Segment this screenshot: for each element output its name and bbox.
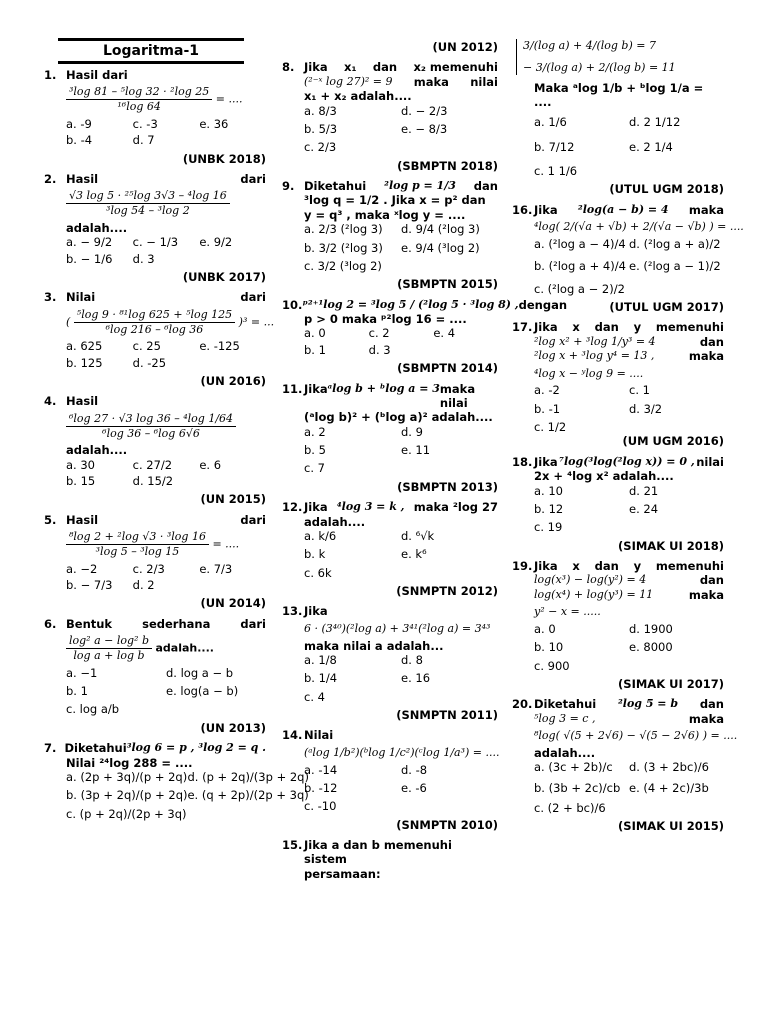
- question-label-right: dari: [240, 290, 266, 305]
- question-word: memenuhi: [655, 559, 724, 573]
- option: b. 15: [66, 474, 96, 488]
- option: e. 6: [199, 457, 222, 472]
- expression: ²log x² + ³log 1/y³ = 4: [534, 334, 656, 348]
- question-line: (ᵃlog b)² + (ᵇlog a)² adalah....: [304, 410, 493, 425]
- option: e. 16: [401, 671, 431, 686]
- option: d. 9: [401, 424, 423, 439]
- option: d. (²log a + a)/2: [629, 236, 721, 251]
- variable-label: x: [572, 320, 580, 335]
- expression: ⁴log 3 = k ,: [336, 500, 405, 514]
- option: e. (q + 2p)/(2p + 3q): [187, 788, 309, 803]
- options: [66, 562, 266, 593]
- option: c. 1: [629, 383, 650, 398]
- options: [534, 115, 724, 178]
- option: d. 9/4 (²log 3): [401, 222, 480, 237]
- fraction-numerator: ³log 81 – ⁵log 32 · ²log 25: [66, 85, 212, 100]
- option: d. 15/2: [132, 474, 174, 488]
- fraction-denominator: ¹⁶log 64: [117, 100, 161, 114]
- variable-label: x: [572, 559, 580, 573]
- question-8: [282, 60, 498, 154]
- question-word: dan: [594, 559, 619, 573]
- option: b. k: [304, 547, 326, 562]
- expression: ᵖ²⁺¹log 2 = ³log 5 / (²log 5 · ³log 8) ,: [302, 297, 519, 311]
- question-15: [282, 838, 498, 881]
- expression-tail: = ....: [215, 92, 243, 106]
- question-word: dan: [594, 320, 619, 335]
- question-line: ³log q = 1/2 . Jika x = p² dan: [304, 193, 486, 208]
- option: c. 25: [132, 339, 161, 354]
- option: c. 6k: [304, 565, 332, 580]
- question-label: Diketahui: [64, 741, 127, 756]
- option: e. 24: [629, 501, 659, 516]
- options: [534, 484, 724, 535]
- options: [534, 760, 724, 815]
- options: [304, 653, 498, 704]
- options: [66, 458, 266, 489]
- option: a. k/6: [304, 528, 337, 543]
- question-6: [44, 617, 266, 717]
- option: d. 3: [368, 342, 391, 357]
- question-label-mid: sederhana: [142, 616, 211, 631]
- option: a. (3c + 2b)/c: [534, 760, 613, 775]
- question-2: [44, 172, 266, 266]
- fraction-denominator: ³log 54 – ³log 2: [106, 204, 190, 218]
- fraction-numerator: √3 log 5 · ²⁵log 3√3 – ⁴log 16: [66, 189, 230, 204]
- option: a. 2/3 (²log 3): [304, 222, 383, 237]
- option: e. 11: [401, 443, 431, 457]
- expression: [66, 634, 266, 663]
- option: c. -10: [304, 799, 337, 814]
- option: e. 7/3: [199, 561, 233, 576]
- options: [66, 235, 266, 266]
- options: [66, 339, 266, 370]
- option: a. 1/6: [534, 115, 567, 130]
- question-line: persamaan:: [304, 866, 381, 881]
- option: d. (p + 2q)/(3p + 2q): [187, 769, 309, 784]
- question-line: 2x + ⁴log x² adalah....: [534, 469, 674, 484]
- equation-line: 3/(log a) + 4/(log b) = 7: [523, 39, 656, 52]
- option: b. − 1/6: [66, 251, 113, 266]
- option: c. (2 + bc)/6: [534, 801, 606, 815]
- source-label: (UNBK 2018): [182, 151, 266, 166]
- option: b. 125: [66, 355, 103, 370]
- option: b. (3p + 2q)/(p + 2q): [66, 788, 188, 803]
- option: c. (p + 2q)/(2p + 3q): [66, 806, 187, 821]
- expression-tail: adalah....: [155, 641, 214, 655]
- question-20: [512, 697, 738, 815]
- expression: [66, 189, 266, 218]
- expression: ⁵log 3 = c ,: [534, 711, 596, 725]
- option: e. 4: [433, 326, 456, 341]
- option: d. 1900: [629, 621, 673, 636]
- question-word: dan: [699, 334, 724, 349]
- question-label-right: dari: [240, 172, 266, 186]
- option: c. (²log a − 2)/2: [534, 281, 625, 296]
- source-label: (SNMPTN 2010): [396, 817, 498, 832]
- option: e. 9/4 (³log 2): [401, 240, 480, 255]
- question-number: 7.: [44, 741, 57, 756]
- question-number: 6.: [44, 616, 57, 631]
- question-label: Jika a dan b memenuhi sistem: [304, 838, 452, 867]
- option: d. 3: [132, 251, 155, 266]
- option: d. 2 1/12: [629, 115, 681, 130]
- option: a. (2p + 3q)/(p + 2q): [66, 769, 188, 784]
- option: c. 4: [304, 689, 325, 704]
- question-label: Diketahui: [534, 697, 597, 712]
- options: [304, 222, 498, 273]
- question-word: maka: [688, 587, 724, 602]
- option: b. -4: [66, 133, 93, 148]
- option: d. -8: [401, 762, 428, 777]
- expression: ᵃlog b + ᵇlog a = 3: [327, 381, 440, 395]
- question-label: Jika: [534, 454, 558, 469]
- question-word: maka nilai: [439, 381, 476, 410]
- question-number: 15.: [282, 838, 303, 852]
- fraction-numerator: ⁵log 9 · ⁸¹log 625 + ⁵log 125: [74, 308, 235, 323]
- question-label-right: dari: [240, 616, 266, 631]
- variable-label: y: [633, 320, 642, 335]
- page-title: Logaritma-1: [58, 38, 244, 64]
- question-label: Hasil: [66, 512, 99, 527]
- expression-tail: )³ = ...: [238, 315, 275, 328]
- options: [534, 237, 724, 296]
- option: e. log(a − b): [166, 684, 239, 698]
- question-number: 3.: [44, 290, 57, 305]
- option: a. 625: [66, 339, 103, 354]
- question-number: 12.: [282, 500, 303, 515]
- question-label: Jika: [304, 60, 328, 75]
- question-number: 2.: [44, 172, 57, 186]
- option: c. 2/3: [304, 140, 337, 155]
- option: a. − 9/2: [66, 235, 113, 250]
- option: b. 1: [66, 684, 88, 698]
- question-label: Hasil dari: [66, 68, 128, 82]
- question-4: [44, 394, 266, 488]
- expression: ³log 6 = p , ³log 2 = q .: [126, 741, 266, 755]
- option: b. (3b + 2c)/cb: [534, 780, 621, 795]
- fraction-denominator: ³log 5 – ³log 15: [95, 544, 180, 558]
- question-label: Jika: [304, 500, 328, 515]
- question-word: maka: [688, 711, 724, 726]
- column-3: [512, 36, 744, 840]
- expression: ⁴log( 2/(√a + √b) + 2/(√a − √b) ) = ....: [534, 220, 744, 234]
- option: d. (3 + 2bc)/6: [629, 760, 709, 775]
- option: a. −2: [66, 561, 98, 576]
- option: e. k⁶: [401, 547, 427, 562]
- question-line: Maka ᵃlog 1/b + ᵇlog 1/a = ....: [534, 80, 704, 109]
- option: d. 21: [629, 483, 659, 498]
- question-number: 18.: [512, 454, 533, 469]
- question-16: [512, 202, 744, 296]
- question-7: [44, 741, 309, 821]
- expression: y² − x = .....: [534, 605, 601, 619]
- source-label: (UNBK 2017): [182, 270, 266, 284]
- question-number: 1.: [44, 68, 57, 82]
- question-number: 20.: [512, 697, 533, 712]
- question-word: dengan: [518, 297, 568, 312]
- question-word: dan: [699, 697, 724, 712]
- option: a. -2: [534, 383, 560, 398]
- option: e. 36: [199, 116, 229, 131]
- question-3: [44, 290, 275, 370]
- option: d. 3/2: [629, 401, 663, 416]
- fraction-denominator: ⁶log 36 – ⁶log 6√6: [102, 426, 200, 440]
- option: e. -125: [199, 339, 240, 354]
- option: e. 8000: [629, 640, 673, 655]
- question-line: x₁ + x₂ adalah....: [304, 89, 412, 104]
- fraction-denominator: ⁶log 216 – ⁶log 36: [105, 322, 204, 336]
- expression: ²log p = 1/3: [384, 179, 456, 192]
- option: a. -9: [66, 116, 92, 131]
- option: a. 1/8: [304, 652, 337, 667]
- question-tail: adalah....: [66, 220, 128, 235]
- question-number: 19.: [512, 559, 533, 573]
- options: [66, 769, 309, 821]
- question-line: maka nilai a adalah...: [304, 638, 444, 653]
- source-label: (SBMPTN 2018): [397, 158, 498, 173]
- question-9: [282, 179, 498, 273]
- question-13: [282, 604, 498, 704]
- option: c. 1/2: [534, 420, 567, 434]
- expression: (ᵃlog 1/b²)(ᵇlog 1/c²)(ᶜlog 1/a³) = ....: [304, 745, 500, 759]
- source-label: (SIMAK UI 2015): [618, 819, 724, 834]
- question-word: maka ²log 27: [413, 500, 498, 515]
- question-label: Nilai: [66, 290, 96, 305]
- options: [66, 666, 266, 717]
- option: b. 5: [304, 443, 326, 457]
- question-line: Nilai ²⁴log 288 = ....: [66, 755, 193, 770]
- option: c. 2: [368, 326, 390, 341]
- question-tail: adalah....: [66, 443, 128, 458]
- option: c. log a/b: [66, 702, 120, 717]
- fraction-denominator: log a + log b: [73, 648, 145, 662]
- option: a. 0: [534, 621, 556, 636]
- question-18: [512, 455, 724, 535]
- variable-label: x₁: [344, 60, 357, 75]
- option: d. 2: [132, 578, 155, 592]
- option: e. -6: [401, 780, 427, 795]
- source-label: (UTUL UGM 2017): [609, 300, 724, 314]
- option: c. − 1/3: [132, 235, 179, 250]
- option: a. 2: [304, 424, 326, 439]
- option: d. 8: [401, 652, 423, 667]
- option: b. -12: [304, 780, 338, 795]
- options: [534, 622, 724, 673]
- option: e. 2 1/4: [629, 139, 673, 154]
- question-label: Hasil: [66, 172, 99, 186]
- question-word: dan: [473, 179, 498, 193]
- option: e. − 8/3: [401, 121, 448, 136]
- option: e. (4 + 2c)/3b: [629, 780, 709, 795]
- question-number: 13.: [282, 604, 303, 619]
- option: b. − 7/3: [66, 578, 113, 592]
- source-label: (SIMAK UI 2017): [618, 677, 724, 691]
- option: a. 30: [66, 457, 95, 472]
- option: c. 1 1/6: [534, 164, 578, 178]
- question-number: 17.: [512, 320, 533, 335]
- question-word: dan: [699, 573, 724, 588]
- question-14: [282, 728, 498, 813]
- option: c. -3: [132, 116, 158, 131]
- option: c. 900: [534, 658, 570, 673]
- options: [66, 117, 266, 148]
- option: c. 19: [534, 520, 563, 535]
- question-label: Jika: [534, 320, 558, 335]
- expression: log(x³) − log(y²) = 4: [534, 573, 647, 587]
- expression: [66, 530, 266, 559]
- options: [304, 763, 498, 814]
- source-label: (SBMPTN 2013): [397, 479, 498, 494]
- question-line: p > 0 maka ᵖ²log 16 = ....: [304, 312, 467, 326]
- source-label: (UM UGM 2016): [622, 434, 724, 449]
- option: b. 7/12: [534, 139, 575, 154]
- question-line: adalah....: [534, 745, 596, 760]
- expression: ⁷log(³log(²log x)) = 0 ,: [559, 454, 695, 468]
- expression-tail: = ....: [212, 537, 240, 551]
- option: b. 12: [534, 501, 564, 516]
- question-word: memenuhi: [655, 320, 724, 335]
- question-label: Jika: [534, 559, 558, 573]
- option: e. 9/2: [199, 235, 233, 250]
- source-label: (UN 2014): [200, 596, 266, 611]
- expression: ⁸log( √(5 + 2√6) − √(5 − 2√6) ) = ....: [534, 729, 738, 743]
- question-label: Jika: [304, 604, 328, 619]
- question-label: Diketahui: [304, 179, 367, 193]
- question-number: 10.: [282, 297, 303, 312]
- question-12: [282, 500, 498, 580]
- question-number: 16.: [512, 202, 533, 217]
- expression: log(x⁴) + log(y³) = 11: [534, 587, 654, 601]
- option: a. -14: [304, 762, 338, 777]
- question-word: maka: [688, 202, 724, 217]
- question-number: 8.: [282, 60, 295, 75]
- question-5: [44, 513, 266, 593]
- question-word: maka: [688, 349, 724, 364]
- source-label: (UN 2015): [200, 492, 266, 507]
- question-label: Nilai: [304, 728, 334, 743]
- expression: [66, 412, 266, 441]
- question-11: [282, 382, 498, 476]
- option: a. −1: [66, 665, 98, 680]
- options: [304, 425, 498, 476]
- options: [304, 326, 498, 357]
- source-label: (UTUL UGM 2018): [609, 182, 724, 197]
- option: a. 0: [304, 326, 326, 341]
- question-number: 11.: [282, 381, 303, 396]
- question-number: 5.: [44, 512, 57, 527]
- question-number: 14.: [282, 728, 303, 743]
- question-number: 4.: [44, 394, 57, 409]
- question-label: Hasil: [66, 394, 99, 409]
- option: c. 2/3: [132, 561, 165, 576]
- options: [534, 383, 724, 434]
- option: b. 1/4: [304, 671, 338, 686]
- option: d. log a − b: [166, 665, 234, 680]
- source-label: (SBMPTN 2014): [397, 361, 498, 376]
- question-label: Jika: [304, 381, 328, 396]
- option: b. 5/3: [304, 121, 338, 136]
- expression: ²log 5 = b: [617, 697, 679, 711]
- option: a. 8/3: [304, 103, 337, 118]
- expression: (²⁻ˣ log 27)² = 9: [304, 74, 393, 88]
- source-label: (UN 2012): [432, 40, 498, 54]
- source-label: (UN 2013): [200, 720, 266, 735]
- option: d. 7: [132, 133, 155, 148]
- question-label: Jika: [534, 202, 558, 217]
- expression: ²log(a − b) = 4: [577, 202, 669, 216]
- option: d. ⁶√k: [401, 528, 435, 543]
- question-17: [512, 320, 724, 434]
- question-label-right: dari: [240, 512, 266, 527]
- source-label: (UN 2016): [200, 374, 266, 388]
- option: b. 1: [304, 342, 326, 357]
- equation-system: [516, 39, 724, 75]
- expression: ⁴log x − ʸlog 9 = ....: [534, 366, 644, 380]
- expression: [66, 85, 266, 114]
- expression: ²log x + ³log y⁴ = 13 ,: [534, 349, 655, 363]
- question-1: [44, 68, 266, 148]
- option: c. 3/2 (³log 2): [304, 258, 382, 273]
- question-word: nilai: [696, 454, 724, 469]
- expression: 6 · (3⁴⁰)(²log a) + 3⁴¹(²log a) = 3⁴³: [304, 621, 491, 635]
- question-word: dan: [372, 60, 398, 75]
- source-label: (SNMPTN 2011): [396, 708, 498, 722]
- option: e. (²log a − 1)/2: [629, 259, 721, 274]
- expression: ( $\frac{\text{⁵log 9 · ⁸¹log 625 + ⁵log 125}}{\text{⁶log 216 – ⁶log 36}}$ )³ = ...: [66, 307, 275, 336]
- option: b. (²log a + 4)/4: [534, 259, 626, 274]
- variable-label: y: [633, 559, 642, 573]
- question-number: 9.: [282, 179, 295, 193]
- option: b. 10: [534, 640, 564, 655]
- question-word: nilai: [470, 74, 498, 89]
- option: a. 10: [534, 483, 563, 498]
- question-label: Bentuk: [66, 616, 113, 631]
- source-label: (SBMPTN 2015): [397, 277, 498, 292]
- option: c. 27/2: [132, 457, 173, 472]
- fraction-numerator: ⁸log 2 + ²log √3 · ³log 16: [66, 530, 209, 545]
- options: [304, 104, 498, 155]
- options: [304, 529, 498, 580]
- fraction-numerator: ⁶log 27 · √3 log 36 – ⁴log 1/64: [66, 412, 236, 427]
- option: b. -1: [534, 401, 561, 416]
- option: d. − 2/3: [401, 103, 448, 118]
- source-label: (SIMAK UI 2018): [618, 538, 724, 553]
- equation-line: − 3/(log a) + 2/(log b) = 11: [523, 60, 676, 74]
- question-19: [512, 559, 724, 673]
- question-word: maka: [413, 74, 449, 89]
- option: d. -25: [132, 355, 167, 370]
- option: c. 7: [304, 461, 325, 476]
- option: b. 3/2 (²log 3): [304, 240, 383, 255]
- fraction-numerator: log² a − log² b: [66, 634, 152, 649]
- option: a. (²log a − 4)/4: [534, 236, 626, 251]
- question-line: adalah....: [304, 514, 366, 529]
- question-line: y = q³ , maka ˣlog y = ....: [304, 207, 466, 222]
- question-word: x₂ memenuhi: [413, 60, 498, 75]
- source-label: (SNMPTN 2012): [396, 584, 498, 598]
